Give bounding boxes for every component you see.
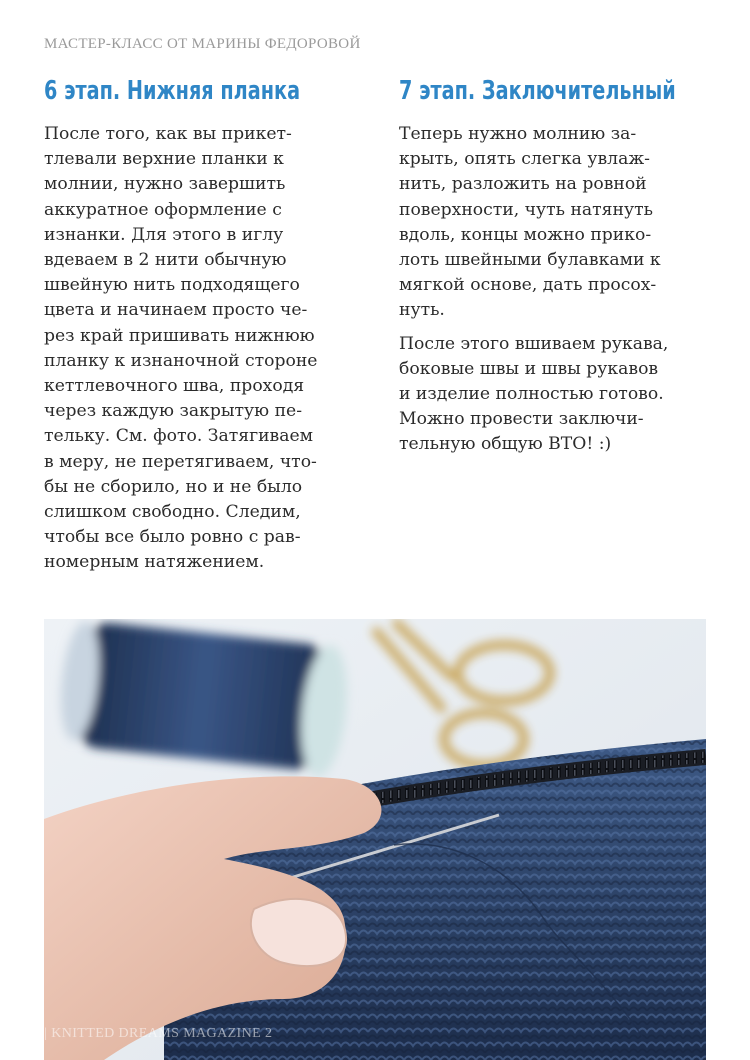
section-paragraph: После этого вшиваем рукава, боковые швы и швы рукавов и изделие полностью готово. Можно провести заключи- тельную общую ВТО! :) xyxy=(399,333,669,455)
knitting-zipper-photo xyxy=(44,619,706,1060)
page-footer: 134 | KNITTED DREAMS MAGAZINE 2 xyxy=(18,1026,273,1041)
section-stage-6 xyxy=(44,74,364,584)
running-header: МАСТЕР-КЛАСС ОТ МАРИНЫ ФЕДОРОВОЙ xyxy=(44,36,361,52)
section-title: 6 этап. Нижняя планка xyxy=(44,76,301,106)
section-paragraph: После того, как вы прикет- тлевали верхние планки к молнии, нужно завершить аккуратное оформление с изнанки. Для этого в иглу вдеваем в 2 нити обычную швейную нить подходящего цвета и начинаем просто че- рез край пришивать нижнюю планку к изнаночной стороне кеттлевочного шва, проходя через каждую закрытую пе- тельку. См. фото. Затягиваем в меру, не перетягиваем, что- бы не сборило, но и не было слишком свободно. Следим, чтобы все было ровно с рав- номерным натяжением. xyxy=(44,124,318,573)
section-paragraph: Теперь нужно молнию за- крыть, опять слегка увлаж- нить, разложить на ровной поверхности, чуть натянуть вдоль, концы можно прико- лоть швейными булавками к мягкой основе, дать просох- нуть. xyxy=(399,124,661,321)
section-stage-7 xyxy=(399,74,709,466)
section-title: 7 этап. Заключительный xyxy=(399,76,676,106)
